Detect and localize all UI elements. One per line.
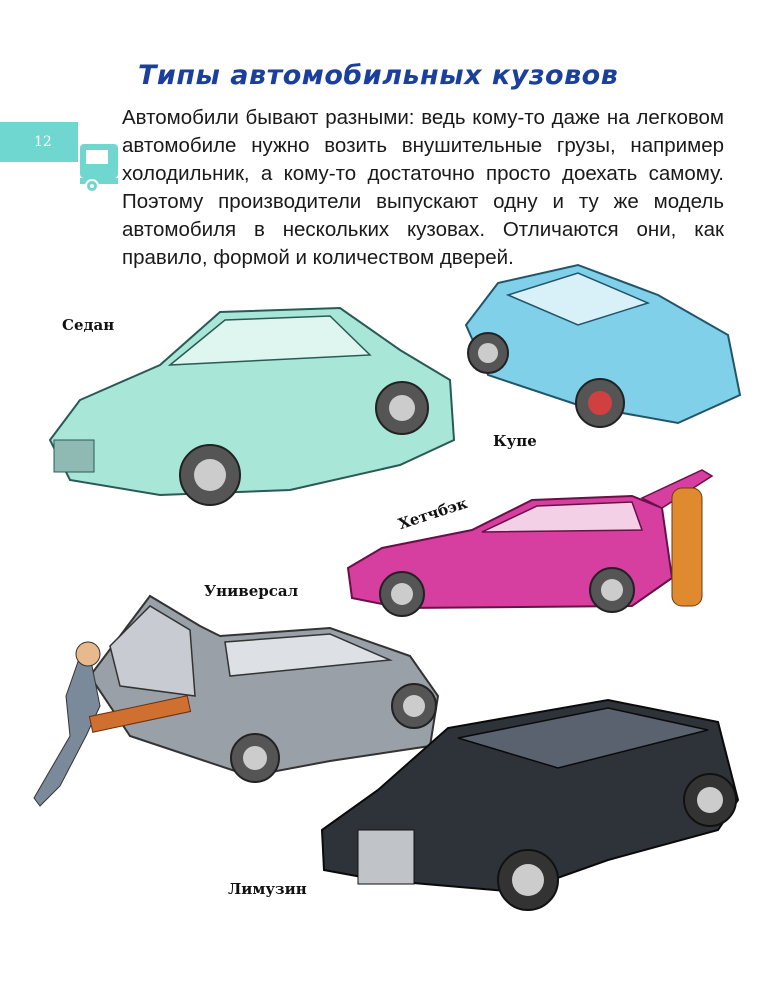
limousine-illustration [318, 680, 748, 930]
intro-paragraph: Автомобили бывают разными: ведь кому-то даже на легковом автомобиле нужно возить внушительные грузы, например холодильник, а кому-то достаточно просто доехать самому. Поэтому производители выпускают одну и ту же модель автомобиля в нескольких кузовах. Отличаются они, как правило, формой и количеством дверей. [122, 106, 724, 269]
sedan-label: Седан [62, 316, 115, 334]
page-number: 12 [34, 134, 52, 150]
hatchback-label: Хетчбэк [396, 493, 470, 534]
coupe-label: Купе [493, 432, 537, 450]
limousine-label: Лимузин [228, 880, 307, 898]
truck-icon [76, 130, 128, 194]
coupe-illustration [458, 255, 748, 435]
wagon-label: Универсал [204, 582, 299, 600]
page-title: Типы автомобильных кузовов [138, 60, 619, 91]
